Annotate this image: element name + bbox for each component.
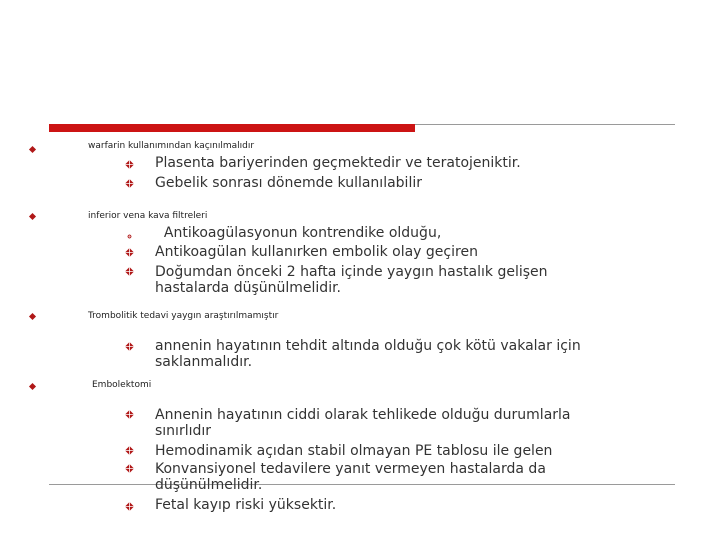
list-item-antikoagulasyon: Antikoagülasyonun kontrendike olduğu, xyxy=(155,225,442,241)
diamond-bullet-icon xyxy=(29,213,36,220)
list-item-antikoagulan: Antikoagülan kullanırken embolik olay geçiren xyxy=(155,244,478,260)
section-title-embolektomi: Embolektomi xyxy=(92,380,152,390)
diamond-quad-bullet-icon xyxy=(127,234,132,239)
section-title-ivc-filter: inferior vena kava filtreleri xyxy=(88,211,208,221)
diamond-quad-bullet-icon xyxy=(125,267,134,276)
diamond-quad-bullet-icon xyxy=(125,410,134,419)
section-title-warfarin: warfarin kullanımından kaçınılmalıdır xyxy=(88,141,255,151)
red-accent-bar xyxy=(49,124,415,132)
list-item-dogumdan: Doğumdan önceki 2 hafta içinde yaygın hastalık gelişen hastalarda düşünülmelidir. xyxy=(155,264,548,296)
list-item-fetal-kayip: Fetal kayıp riski yüksektir. xyxy=(155,497,337,513)
list-item-konvansiyonel: Konvansiyonel tedavilere yanıt vermeyen hastalarda da düşünülmelidir. xyxy=(155,461,546,493)
list-item-gebelik: Gebelik sonrası dönemde kullanılabilir xyxy=(155,175,422,191)
list-item-hemodinamik: Hemodinamik açıdan stabil olmayan PE tablosu ile gelen xyxy=(155,443,553,459)
diamond-quad-bullet-icon xyxy=(125,446,134,455)
section-title-trombolitik: Trombolitik tedavi yaygın araştırılmamıştır xyxy=(88,311,279,321)
list-item-plasenta: Plasenta bariyerinden geçmektedir ve teratojeniktir. xyxy=(155,155,521,171)
diamond-quad-bullet-icon xyxy=(125,464,134,473)
list-item-annenin-tehdit: annenin hayatının tehdit altında olduğu çok kötü vakalar için saklanmalıdır. xyxy=(155,338,581,370)
diamond-quad-bullet-icon xyxy=(125,248,134,257)
list-item-annenin-ciddi: Annenin hayatının ciddi olarak tehlikede olduğu durumlarla sınırlıdır xyxy=(155,407,571,439)
diamond-quad-bullet-icon xyxy=(125,502,134,511)
diamond-quad-bullet-icon xyxy=(125,160,134,169)
diamond-quad-bullet-icon xyxy=(125,179,134,188)
diamond-bullet-icon xyxy=(29,383,36,390)
diamond-bullet-icon xyxy=(29,146,36,153)
diamond-quad-bullet-icon xyxy=(125,342,134,351)
diamond-bullet-icon xyxy=(29,313,36,320)
